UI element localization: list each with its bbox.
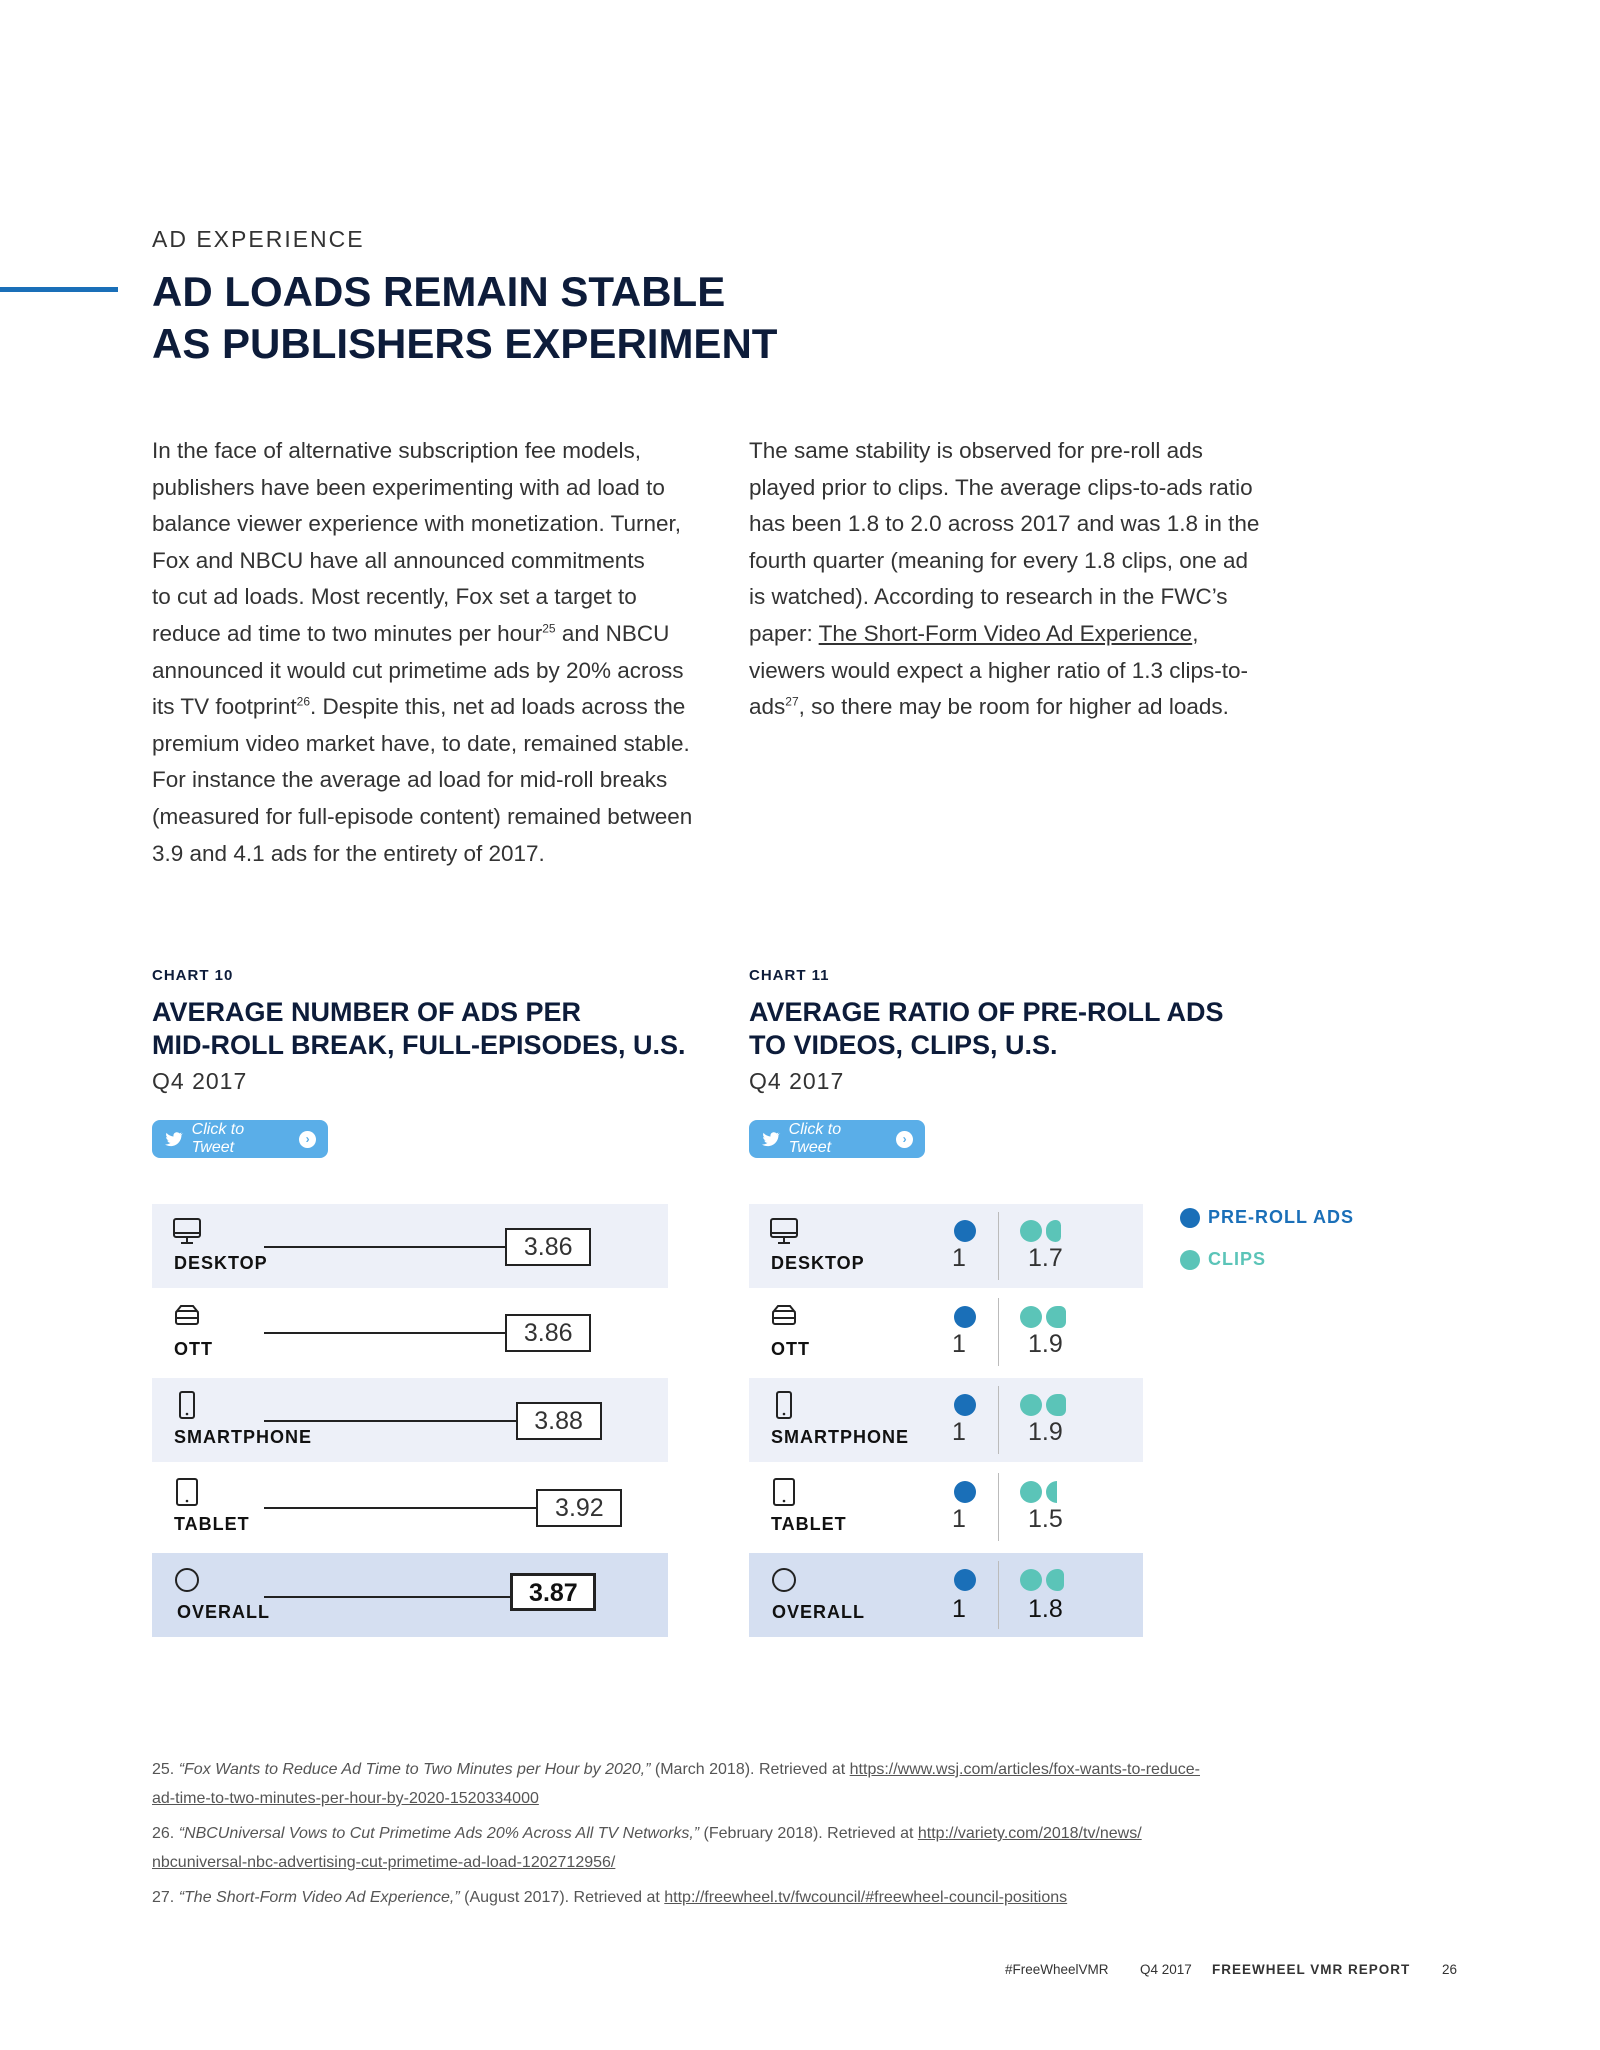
footnote-ref-27: 27: [785, 694, 799, 709]
twitter-bird-icon: [761, 1129, 781, 1149]
footer-report: FREEWHEEL VMR REPORT: [1212, 1962, 1411, 1977]
chart10-tag: CHART 10: [152, 967, 234, 984]
chart10-title: [152, 996, 686, 1062]
overall-circle-icon: [769, 1565, 799, 1595]
footer-page-number: 26: [1442, 1962, 1458, 1977]
row-label: SMARTPHONE: [771, 1427, 910, 1447]
clips-value: 1.9: [1028, 1418, 1063, 1446]
chart11-row-tablet: [749, 1465, 1143, 1549]
legend-dot-clips: [1180, 1250, 1200, 1270]
footnote-title: “NBCUniversal Vows to Cut Primetime Ads 20% Across All TV Networks,”: [178, 1825, 700, 1842]
footnote-26: [152, 1819, 1332, 1877]
chart11-row-smartphone: [749, 1378, 1143, 1462]
body-line: premium video market have, to date, remained stable.: [152, 730, 690, 756]
body-line: [749, 616, 1259, 653]
clips-dot: [1020, 1394, 1042, 1416]
ott-box-icon: [769, 1302, 799, 1332]
row-label: TABLET: [174, 1514, 250, 1534]
tablet-icon: [769, 1477, 799, 1507]
row-label: DESKTOP: [771, 1253, 865, 1273]
legend-label: CLIPS: [1208, 1249, 1267, 1269]
body-line: [152, 616, 692, 653]
chart11-tweet-button[interactable]: [749, 1120, 925, 1158]
body-line: is watched). According to research in the FWC’s: [749, 584, 1228, 610]
footnote-title: “Fox Wants to Reduce Ad Time to Two Minutes per Hour by 2020,”: [178, 1761, 651, 1778]
tweet-label: Click to Tweet: [191, 1121, 245, 1156]
body-line: [749, 689, 1259, 726]
accent-line: [0, 287, 118, 292]
body-line: (measured for full-episode content) remained between: [152, 803, 693, 829]
chevron-right-icon: ›: [299, 1131, 316, 1148]
row-label: TABLET: [771, 1514, 847, 1534]
title-line-1: AD LOADS REMAIN STABLE: [152, 268, 726, 315]
value-box-overall: 3.87: [510, 1573, 596, 1611]
chart11-tag: CHART 11: [749, 967, 830, 984]
body-right-column: [749, 433, 1259, 726]
ads-value: 1: [952, 1330, 966, 1358]
chart10-row-desktop: [152, 1204, 668, 1288]
chart10-row-smartphone: [152, 1378, 668, 1462]
clips-partial-dot: [1046, 1569, 1064, 1591]
body-line: played prior to clips. The average clips-to-ads ratio: [749, 474, 1253, 500]
legend-label: PRE-ROLL ADS: [1208, 1207, 1355, 1227]
row-divider: [998, 1298, 999, 1366]
clips-dot: [1020, 1220, 1042, 1242]
body-line: to cut ad loads. Most recently, Fox set a target to: [152, 584, 637, 610]
clips-value: 1.7: [1028, 1244, 1063, 1272]
body-line: fourth quarter (meaning for every 1.8 clips, one ad: [749, 547, 1249, 573]
value-box-ott: 3.86: [505, 1314, 591, 1352]
clips-partial-dot: [1046, 1394, 1066, 1416]
footnote-number: 25.: [152, 1761, 179, 1778]
row-divider: [998, 1212, 999, 1280]
overall-circle-icon: [172, 1565, 202, 1595]
title-line-2: AS PUBLISHERS EXPERIMENT: [152, 320, 778, 367]
clips-partial-dot: [1046, 1306, 1066, 1328]
legend-clips: [1180, 1249, 1266, 1270]
ads-value: 1: [952, 1505, 966, 1533]
desktop-icon: [172, 1216, 202, 1246]
chart11-title-line-2: TO VIDEOS, CLIPS, U.S.: [749, 1030, 1058, 1060]
ads-dot: [954, 1394, 976, 1416]
tweet-label: Click to Tweet: [788, 1121, 842, 1156]
chart10-row-ott: [152, 1290, 668, 1374]
chart10-row-overall: [152, 1553, 668, 1637]
clips-dot: [1020, 1481, 1042, 1503]
ads-dot: [954, 1569, 976, 1591]
ott-box-icon: [172, 1302, 202, 1332]
ads-dot: [954, 1220, 976, 1242]
body-left-column: [152, 433, 692, 872]
bar-line-tablet: [264, 1507, 536, 1509]
chart11-title: [749, 996, 1224, 1062]
body-line: has been 1.8 to 2.0 across 2017 and was 1.8 in the: [749, 511, 1260, 537]
chart11-row-overall: [749, 1553, 1143, 1637]
body-text: ,: [1192, 620, 1199, 646]
body-line: 3.9 and 4.1 ads for the entirety of 2017.: [152, 840, 545, 866]
smartphone-icon: [769, 1390, 799, 1420]
chart10-title-line-2: MID-ROLL BREAK, FULL-EPISODES, U.S.: [152, 1030, 686, 1060]
clips-partial-dot: [1046, 1481, 1057, 1503]
body-line: Fox and NBCU have all announced commitments: [152, 547, 645, 573]
row-divider: [998, 1561, 999, 1629]
chart11-subtitle: Q4 2017: [749, 1068, 845, 1094]
footnote-text: (August 2017). Retrieved at: [459, 1889, 665, 1906]
body-line: balance viewer experience with monetization. Turner,: [152, 511, 682, 537]
tablet-icon: [172, 1477, 202, 1507]
chart11-row-ott: [749, 1290, 1143, 1374]
legend-pre-roll-ads: [1180, 1207, 1354, 1228]
bar-line-desktop: [264, 1246, 505, 1248]
page-title: [152, 266, 777, 370]
body-line: publishers have been experimenting with ad load to: [152, 474, 665, 500]
body-line: The same stability is observed for pre-roll ads: [749, 438, 1203, 463]
row-label: OVERALL: [772, 1602, 866, 1622]
row-label: SMARTPHONE: [174, 1427, 313, 1447]
bar-line-overall: [264, 1596, 510, 1598]
body-line: For instance the average ad load for mid-roll breaks: [152, 767, 668, 793]
row-divider: [998, 1386, 999, 1454]
body-line: [152, 689, 692, 726]
clips-dot: [1020, 1569, 1042, 1591]
value-box-desktop: 3.86: [505, 1228, 591, 1266]
clips-partial-dot: [1046, 1220, 1061, 1242]
ads-value: 1: [952, 1595, 966, 1623]
chart10-body: [152, 1204, 668, 1637]
smartphone-icon: [172, 1390, 202, 1420]
footnote-link[interactable]: ad-time-to-two-minutes-per-hour-by-2020-1520334000: [152, 1790, 539, 1807]
ads-dot: [954, 1306, 976, 1328]
value-box-smartphone: 3.88: [516, 1402, 602, 1440]
clips-value: 1.9: [1028, 1330, 1063, 1358]
row-label: OTT: [174, 1339, 213, 1359]
chart10-row-tablet: [152, 1465, 668, 1549]
body-text: , so there may be room for higher ad loads.: [798, 694, 1229, 720]
row-label: OVERALL: [177, 1602, 271, 1622]
chart11-title-line-1: AVERAGE RATIO OF PRE-ROLL ADS: [749, 997, 1224, 1027]
footnote-title: “The Short-Form Video Ad Experience,”: [178, 1889, 460, 1906]
value-box-tablet: 3.92: [536, 1489, 622, 1527]
body-text: . Despite this, net ad loads across the: [310, 694, 686, 720]
body-text: reduce ad time to two minutes per hour: [152, 620, 543, 646]
body-line: viewers would expect a higher ratio of 1.3 clips-to-: [749, 657, 1248, 683]
body-line: announced it would cut primetime ads by 20% across: [152, 657, 684, 683]
body-text: paper:: [749, 620, 819, 646]
legend-dot-ads: [1180, 1208, 1200, 1228]
twitter-bird-icon: [164, 1129, 184, 1149]
body-text: ads: [749, 694, 786, 720]
chevron-right-icon: ›: [896, 1131, 913, 1148]
row-divider: [998, 1473, 999, 1541]
row-label: OTT: [771, 1339, 810, 1359]
footnote-link[interactable]: https://www.wsj.com/articles/fox-wants-to-reduce-: [849, 1761, 1200, 1778]
chart11-row-desktop: [749, 1204, 1143, 1288]
bar-line-ott: [264, 1332, 505, 1334]
ads-dot: [954, 1481, 976, 1503]
chart11-body: [749, 1204, 1143, 1637]
footnote-link[interactable]: http://freewheel.tv/fwcouncil/#freewheel-council-positions: [664, 1889, 1068, 1906]
desktop-icon: [769, 1216, 799, 1246]
footer-quarter: Q4 2017: [1140, 1962, 1192, 1977]
chart10-title-line-1: AVERAGE NUMBER OF ADS PER: [152, 997, 582, 1027]
chart10-tweet-button[interactable]: [152, 1120, 328, 1158]
clips-dot: [1020, 1306, 1042, 1328]
footnote-ref-25: 25: [542, 621, 556, 636]
body-text: its TV footprint: [152, 694, 297, 720]
footnote-link[interactable]: nbcuniversal-nbc-advertising-cut-primetime-ad-load-1202712956/: [152, 1854, 616, 1871]
footnote-25: [152, 1755, 1332, 1813]
footnote-text: (February 2018). Retrieved at: [699, 1825, 918, 1842]
body-text: and NBCU: [555, 620, 670, 646]
clips-value: 1.8: [1028, 1595, 1063, 1623]
footnote-number: 27.: [152, 1889, 179, 1906]
chart10-subtitle: Q4 2017: [152, 1068, 248, 1094]
ads-value: 1: [952, 1244, 966, 1272]
footnote-text: (March 2018). Retrieved at: [650, 1761, 850, 1778]
footnote-number: 26.: [152, 1825, 179, 1842]
bar-line-smartphone: [264, 1420, 516, 1422]
paper-link[interactable]: The Short-Form Video Ad Experience: [818, 620, 1193, 646]
footnote-27: [152, 1883, 1332, 1912]
footnote-link[interactable]: http://variety.com/2018/tv/news/: [917, 1825, 1142, 1842]
footnote-ref-26: 26: [296, 694, 311, 709]
footer-hashtag: #FreeWheelVMR: [1005, 1962, 1109, 1977]
row-label: DESKTOP: [174, 1253, 268, 1273]
ads-value: 1: [952, 1418, 966, 1446]
body-line: In the face of alternative subscription fee models,: [152, 438, 642, 463]
section-label: AD EXPERIENCE: [152, 226, 365, 252]
clips-value: 1.5: [1028, 1505, 1063, 1533]
